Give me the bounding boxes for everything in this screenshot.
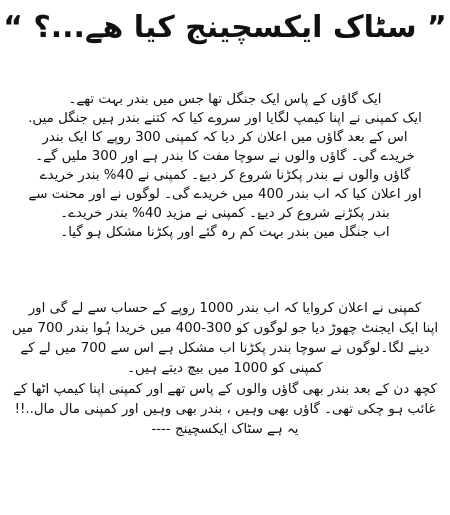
document-title: ” سٹاک ایکسچینج کیا ھے...؟ “ [3, 10, 447, 45]
paragraph-1-line-3: اس کے بعد گاؤں میں اعلان کر دیا کہ کمپنی 300 روپے کا ایک بندر [42, 130, 408, 145]
paragraph-1-line-4: خریدے گی۔ گاؤں والوں نے سوچا مفت کا بندر ہے اور 300 ملیں گے۔ [35, 149, 415, 164]
paragraph-2-line-6: غائب ہو چکی تھی۔ گاؤں بھی وہیں ، بندر بھی وہیں اور کمپنی مال مال..!! [14, 402, 436, 417]
paragraph-1-line-2: ایک کمپنی نے اپنا کیمپ لگایا اور سروے کیا کہ کتنے بندر ہیں جنگل میں. [28, 111, 422, 126]
paragraph-1-line-6: اور اعلان کیا کہ اب بندر 400 میں خریدے گی۔ لوگوں نے اور محنت سے [28, 187, 422, 202]
paragraph-2-line-3: دینے لگا۔لوگوں نے سوچا بندر پکڑنا اب مشکل ہے اس سے 700 میں لے کے [20, 341, 430, 356]
paragraph-2-line-7: یہ ہے سٹاک ایکسچینج ---- [151, 422, 299, 437]
paragraph-2-line-2: اپنا ایک ایجنٹ چھوڑ دیا جو لوگوں کو 300-400 میں خریدا ہُوا بندر 700 میں [11, 321, 439, 336]
paragraph-1-line-7: بندر پکڑنے شروع کر دیۓ۔ کمپنی نے مزید 40% بندر خریدے۔ [60, 206, 390, 221]
paragraph-1-line-8: اب جنگل مین بندر بہت کم رہ گئے اور پکڑنا مشکل ہو گیا۔ [60, 225, 390, 240]
paragraph-2-line-5: کچھ دن کے بعد بندر بھی گاؤں والوں کے پاس تھے اور کمپنی اپنا کیمپ اٹھا کے [13, 382, 437, 397]
paragraph-2-line-4: کمپنی کو 1000 میں بیچ دیتے ہیں۔ [127, 361, 323, 376]
paragraph-1-line-5: گاؤں والوں نے بندر پکڑنا شروع کر دیۓ۔ کمپنی نے 40% بندر خریدے [39, 168, 411, 183]
paragraph-1-line-1: ایک گاؤں کے پاس ایک جنگل تھا جس میں بندر بہت تھے۔ [68, 92, 382, 107]
paragraph-2-line-1: کمپنی نے اعلان کروایا کہ اب بندر 1000 روپے کے حساب سے لے گی اور [28, 301, 422, 316]
